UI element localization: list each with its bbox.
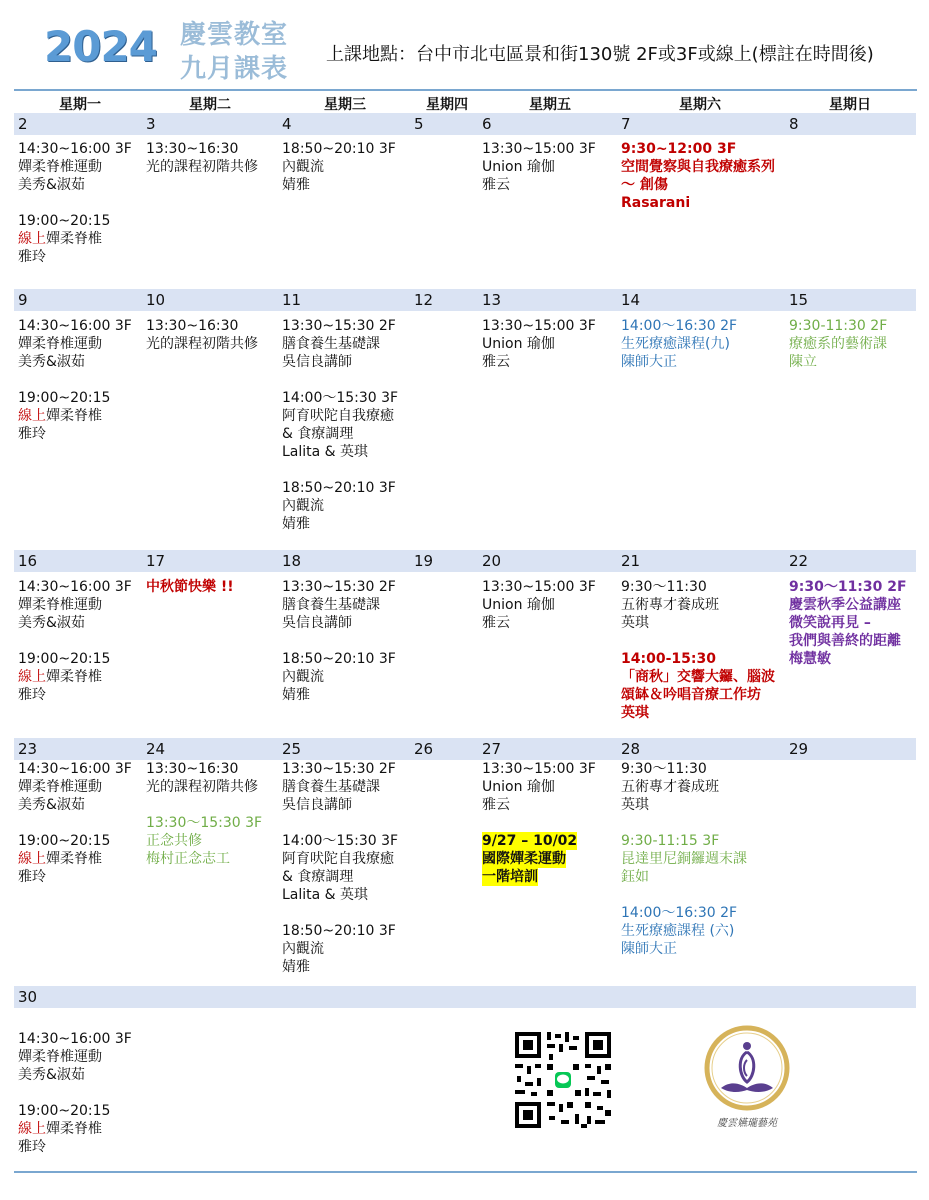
event-time: 14:30~16:00 3F — [18, 579, 132, 595]
week4-wed-events — [282, 760, 398, 976]
day-number: 11 — [282, 291, 302, 309]
event-title: 膳食養生基礎課 — [282, 779, 380, 795]
event-teacher: Lalita & 英琪 — [282, 887, 369, 903]
event-title: 內觀流 — [282, 498, 324, 514]
week2-sun-events — [789, 317, 887, 371]
day-number: 13 — [482, 291, 502, 309]
event-teacher: 吳信良講師 — [282, 797, 352, 813]
weekday-fri: 星期五 — [529, 97, 571, 113]
event-time: 18:50~20:10 3F — [282, 141, 396, 157]
day-number: 8 — [789, 115, 799, 133]
spacer — [18, 632, 132, 650]
event-time: 13:30~15:00 3F — [482, 761, 596, 777]
day-number: 15 — [789, 291, 809, 309]
day-number: 5 — [414, 115, 424, 133]
event-teacher: 婧雅 — [282, 959, 310, 975]
event-title: Union 瑜伽 — [482, 779, 555, 795]
event-subtitle: 我們與善終的距離 — [789, 633, 901, 649]
week2-mon-events — [18, 317, 132, 443]
week5-band — [14, 986, 916, 1008]
event-time: 14:00～15:30 3F — [282, 833, 399, 849]
event-teacher: 雅玲 — [18, 1139, 46, 1155]
classroom-name: 慶雲教室 — [180, 20, 289, 50]
event-time: 13:30~15:00 3F — [482, 318, 596, 334]
logo-caption: 慶雲嬿瓏藝苑 — [717, 1118, 777, 1129]
day-number: 3 — [146, 115, 156, 133]
event-title: 阿育吠陀自我療癒 — [282, 851, 394, 867]
event-title: 內觀流 — [282, 669, 324, 685]
event-teacher: 雅玲 — [18, 249, 46, 265]
event-title: 膳食養生基礎課 — [282, 597, 380, 613]
weekday-sun: 星期日 — [829, 97, 871, 113]
event-time: 19:00~20:15 — [18, 833, 111, 849]
event-teacher: 雅云 — [482, 615, 510, 631]
event-teacher: Rasarani — [621, 195, 691, 211]
event-time: 9:30～11:30 — [621, 579, 707, 595]
spacer — [146, 796, 262, 814]
week1-mon-events — [18, 140, 132, 266]
day-number: 30 — [18, 988, 38, 1006]
event-time: 14:00～16:30 2F — [621, 905, 738, 921]
week2-wed-events — [282, 317, 398, 533]
event-title: 慶雲秋季公益講座 — [789, 597, 901, 613]
event-title: Union 瑜伽 — [482, 159, 555, 175]
event-teacher: 梅村正念志工 — [146, 851, 230, 867]
weekday-wed: 星期三 — [324, 97, 366, 113]
day-number: 17 — [146, 552, 166, 570]
event-title: 五術專才養成班 — [621, 597, 719, 613]
event-teacher: 陳師大正 — [621, 941, 677, 957]
week3-fri-events — [482, 578, 596, 632]
event-title: 光的課程初階共修 — [146, 159, 258, 175]
event-teacher: 雅玲 — [18, 687, 46, 703]
week2-sat-events — [621, 317, 737, 371]
event-teacher: 英琪 — [621, 705, 649, 721]
week4-tue-events — [146, 760, 262, 868]
event-time: 13:30~15:00 3F — [482, 141, 596, 157]
event-date-range: 9/27 – 10/02 — [482, 833, 578, 849]
event-title: 嬋柔脊椎運動 — [18, 597, 102, 613]
week3-sun-events — [789, 578, 907, 668]
event-title: 生死療癒課程(九) — [621, 336, 730, 352]
event-teacher: 吳信良講師 — [282, 354, 352, 370]
spacer — [18, 1084, 132, 1102]
bottom-rule — [14, 1171, 917, 1173]
event-time: 13:30~15:30 2F — [282, 761, 396, 777]
event-time: 13:30~15:30 2F — [282, 318, 396, 334]
week4-mon-events — [18, 760, 132, 886]
spacer — [282, 371, 398, 389]
event-time: 18:50~20:10 3F — [282, 923, 396, 939]
event-teacher: 雅玲 — [18, 869, 46, 885]
event-teacher: Lalita & 英琪 — [282, 444, 369, 460]
event-time: 9:30-11:30 2F — [789, 318, 888, 334]
year-title: 2024 — [44, 22, 157, 71]
online-tag: 線上 — [18, 408, 46, 424]
event-teacher: 美秀&淑茹 — [18, 177, 85, 193]
event-teacher: 雅云 — [482, 177, 510, 193]
day-number: 16 — [18, 552, 38, 570]
day-number: 25 — [282, 740, 302, 758]
day-number: 20 — [482, 552, 502, 570]
week3-mon-events — [18, 578, 132, 704]
event-title: 國際嬋柔運動 — [482, 851, 566, 867]
day-number: 7 — [621, 115, 631, 133]
week2-fri-events — [482, 317, 596, 371]
event-title: 阿育吠陀自我療癒 — [282, 408, 394, 424]
event-time: 13:30~16:30 — [146, 141, 239, 157]
event-time: 14:00-15:30 — [621, 651, 716, 667]
event-time: 18:50~20:10 3F — [282, 651, 396, 667]
lotus-meditation-logo — [697, 1022, 797, 1134]
day-number: 27 — [482, 740, 502, 758]
event-teacher: 梅慧敏 — [789, 651, 831, 667]
event-teacher: 英琪 — [621, 615, 649, 631]
week3-tue-events — [146, 578, 234, 596]
week3-wed-events — [282, 578, 396, 704]
event-title: 昆達里尼銅鑼週末課 — [621, 851, 747, 867]
weekday-mon: 星期一 — [59, 97, 101, 113]
event-time: 13:30~16:30 — [146, 318, 239, 334]
day-number: 23 — [18, 740, 38, 758]
event-teacher: 英琪 — [621, 797, 649, 813]
top-rule — [14, 89, 917, 91]
event-title: 療癒系的藝術課 — [789, 336, 887, 352]
class-location: 上課地點：台中市北屯區景和街130號 2F或3F或線上(標註在時間後) — [326, 44, 874, 65]
event-time: 13:30~15:00 3F — [482, 579, 596, 595]
event-time: 14:00～16:30 2F — [621, 318, 738, 334]
event-title: 嬋柔脊椎運動 — [18, 779, 102, 795]
day-number: 2 — [18, 115, 28, 133]
event-title: 正念共修 — [146, 833, 202, 849]
event-title: 線上嬋柔脊椎 — [18, 408, 102, 424]
holiday-greeting: 中秋節快樂 !! — [146, 579, 234, 595]
week1-sat-events — [621, 140, 775, 212]
event-teacher: 婧雅 — [282, 516, 310, 532]
event-title: 光的課程初階共修 — [146, 336, 258, 352]
spacer — [621, 814, 747, 832]
event-time: 13:30~15:30 2F — [282, 579, 396, 595]
event-teacher: 陳師大正 — [621, 354, 677, 370]
month-schedule-title: 九月課表 — [180, 54, 289, 84]
event-title: 嬋柔脊椎運動 — [18, 336, 102, 352]
week2-tue-events — [146, 317, 258, 353]
event-title: 生死療癒課程 (六) — [621, 923, 735, 939]
spacer — [282, 904, 398, 922]
event-teacher: 美秀&淑茹 — [18, 615, 85, 631]
event-teacher: 鈺如 — [621, 869, 649, 885]
event-teacher: 雅玲 — [18, 426, 46, 442]
event-title: 線上嬋柔脊椎 — [18, 231, 102, 247]
event-title: 嬋柔脊椎運動 — [18, 159, 102, 175]
event-time: 9:30～11:30 — [621, 761, 707, 777]
event-teacher: 雅云 — [482, 354, 510, 370]
spacer — [282, 632, 396, 650]
week5-mon-events — [18, 1030, 132, 1156]
event-subtitle: 微笑說再見 – — [789, 615, 871, 631]
event-title: Union 瑜伽 — [482, 597, 555, 613]
spacer — [282, 814, 398, 832]
event-teacher: 陳立 — [789, 354, 817, 370]
week1-tue-events — [146, 140, 258, 176]
line-qr-code — [513, 1030, 613, 1130]
event-time: 9:30～11:30 2F — [789, 579, 907, 595]
event-title: 嬋柔脊椎運動 — [18, 1049, 102, 1065]
event-teacher: 婧雅 — [282, 177, 310, 193]
weekday-sat: 星期六 — [679, 97, 721, 113]
day-number: 21 — [621, 552, 641, 570]
spacer — [621, 632, 775, 650]
spacer — [621, 886, 747, 904]
day-number: 9 — [18, 291, 28, 309]
day-number: 18 — [282, 552, 302, 570]
event-title: 五術專才養成班 — [621, 779, 719, 795]
event-teacher: 美秀&淑茹 — [18, 797, 85, 813]
event-time: 9:30-11:15 3F — [621, 833, 720, 849]
event-title: 「商秋」交響大鑼、腦波 — [621, 669, 775, 685]
event-subtitle: ～ 創傷 — [621, 177, 668, 193]
spacer — [18, 814, 132, 832]
event-title: 空間覺察與自我療癒系列 — [621, 159, 775, 175]
day-number: 29 — [789, 740, 809, 758]
event-title: 內觀流 — [282, 941, 324, 957]
day-number: 24 — [146, 740, 166, 758]
event-title: 光的課程初階共修 — [146, 779, 258, 795]
online-tag: 線上 — [18, 231, 46, 247]
spacer — [18, 194, 132, 212]
day-number: 22 — [789, 552, 809, 570]
event-subtitle: 一階培訓 — [482, 869, 538, 885]
event-subtitle: 頌缽＆吟唱音療工作坊 — [621, 687, 761, 703]
event-title: 線上嬋柔脊椎 — [18, 851, 102, 867]
spacer — [18, 371, 132, 389]
day-number: 4 — [282, 115, 292, 133]
event-teacher: 美秀&淑茹 — [18, 354, 85, 370]
day-number: 12 — [414, 291, 434, 309]
event-time: 14:00～15:30 3F — [282, 390, 399, 406]
event-title: 內觀流 — [282, 159, 324, 175]
week4-sat-events — [621, 760, 747, 958]
event-time: 14:30~16:00 3F — [18, 761, 132, 777]
event-title: 線上嬋柔脊椎 — [18, 1121, 102, 1137]
day-number: 26 — [414, 740, 434, 758]
week1-fri-events — [482, 140, 596, 194]
event-teacher: 吳信良講師 — [282, 615, 352, 631]
event-time: 19:00~20:15 — [18, 651, 111, 667]
day-number: 10 — [146, 291, 166, 309]
event-time: 18:50~20:10 3F — [282, 480, 396, 496]
day-number: 6 — [482, 115, 492, 133]
event-teacher: 美秀&淑茹 — [18, 1067, 85, 1083]
weekday-tue: 星期二 — [189, 97, 231, 113]
event-title: Union 瑜伽 — [482, 336, 555, 352]
online-tag: 線上 — [18, 851, 46, 867]
event-time: 13:30~16:30 — [146, 761, 239, 777]
online-tag: 線上 — [18, 1121, 46, 1137]
event-teacher: 婧雅 — [282, 687, 310, 703]
week4-fri-events — [482, 760, 596, 886]
spacer — [282, 461, 398, 479]
day-number: 14 — [621, 291, 641, 309]
online-tag: 線上 — [18, 669, 46, 685]
day-number: 19 — [414, 552, 434, 570]
week3-sat-events — [621, 578, 775, 722]
event-time: 14:30~16:00 3F — [18, 1031, 132, 1047]
event-time: 13:30～15:30 3F — [146, 815, 263, 831]
event-title: 線上嬋柔脊椎 — [18, 669, 102, 685]
week1-wed-events — [282, 140, 396, 194]
weekday-thu: 星期四 — [426, 97, 468, 113]
event-teacher: 雅云 — [482, 797, 510, 813]
day-number: 28 — [621, 740, 641, 758]
event-subtitle: & 食療調理 — [282, 869, 354, 885]
event-title: 膳食養生基礎課 — [282, 336, 380, 352]
event-time: 14:30~16:00 3F — [18, 141, 132, 157]
event-subtitle: & 食療調理 — [282, 426, 354, 442]
spacer — [482, 814, 596, 832]
event-time: 19:00~20:15 — [18, 1103, 111, 1119]
event-time: 19:00~20:15 — [18, 390, 111, 406]
event-time: 19:00~20:15 — [18, 213, 111, 229]
event-time: 9:30~12:00 3F — [621, 141, 737, 157]
event-time: 14:30~16:00 3F — [18, 318, 132, 334]
